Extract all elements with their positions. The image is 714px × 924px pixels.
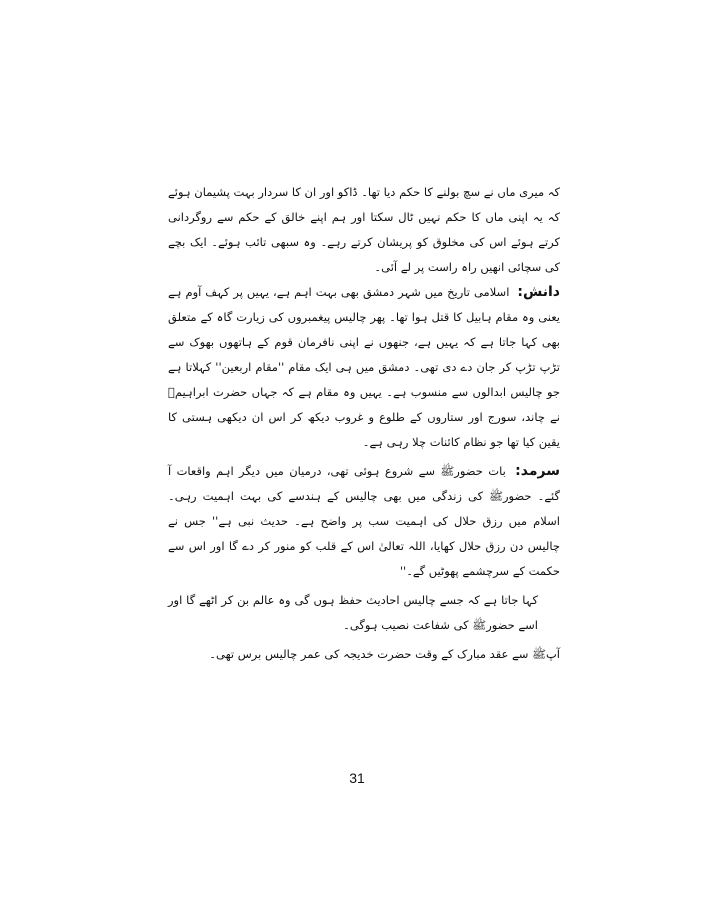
- paragraph-1: کہ میری ماں نے سچ بولنے کا حکم دیا تھا۔ ڈاکو اور ان کا سردار بہت پشیمان ہوئے کہ یہ اپنی ماں کا حکم نہیں ٹال سکتا اور ہم اپنے خالق کے حکم سے روگردانی کرتے ہوئے اس کی مخلوق کو پریشان کرتے رہے۔ وہ سبھی تائب ہوئے۔ ایک بچے کی سچائی انھیں راہ راست پر لے آئی۔: [168, 185, 560, 274]
- paragraph-2-text: اسلامی تاریخ میں شہر دمشق بھی بہت اہم ہے، یہیں پر کہف آوم ہے یعنی وہ مقام ہابیل کا قتل ہوا تھا۔ پھر چالیس پیغمبروں کی زیارت گاہ کے متعلق بھی کہا جاتا ہے کہ یہیں ہے، جنھوں نے اپنی نافرمان قوم کے ہاتھوں بھوک سے تڑپ تڑپ کر جان دے دی تھی۔ دمشق میں ہی ایک مقام ''مقام اربعین'' کہلاتا ہے جو چالیس ابدالوں سے منسوب ہے۔ یہیں وہ مقام ہے کہ جہاں حضرت ابراہیمؑ نے چاند، سورج اور ستاروں کے طلوع و غروب دیکھ کر اس ان دیکھی ہستی کا یقین کیا تھا جو نظام کائنات چلا رہی ہے۔: [168, 285, 560, 449]
- paragraph-3: [168, 459, 560, 584]
- page-number: 31: [349, 770, 365, 786]
- paragraph-2: [168, 280, 560, 455]
- paragraph-4: کہا جاتا ہے کہ جسے چالیس احادیث حفظ ہوں گی وہ عالم بن کر اٹھے گا اور اسے حضورﷺ کی شفاعت نصیب ہوگی۔: [168, 593, 538, 632]
- speaker-label-danish: دانش:: [517, 284, 560, 300]
- speaker-label-sarmad: سرمد:: [515, 463, 561, 479]
- body-text: [168, 180, 560, 667]
- paragraph-5: آپﷺ سے عقد مبارک کے وقت حضرت خدیجہ کی عمر چالیس برس تھی۔: [209, 647, 560, 661]
- paragraph-3-text: بات حضورﷺ سے شروع ہوئی تھی، درمیان میں دیگر اہم واقعات آ گئے۔ حضورﷺ کی زندگی میں بھی چالیس کے ہندسے کی بہت اہمیت رہی۔ اسلام میں رزق حلال کی اہمیت سب پر واضح ہے۔ حدیث نبی ہے'' جس نے چالیس دن رزق حلال کھایا، اللہ تعالیٰ اس کے قلب کو منور کر دے گا اور اس سے حکمت کے سرچشمے پھوٹیں گے۔'': [168, 464, 560, 578]
